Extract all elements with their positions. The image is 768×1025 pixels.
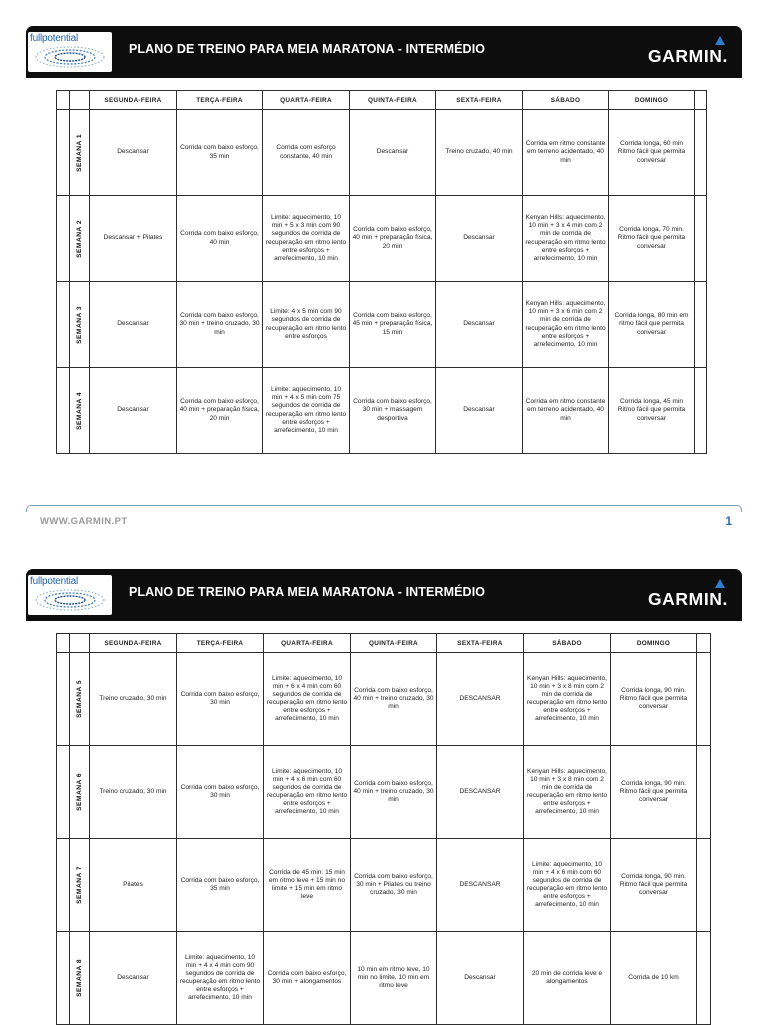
week-label: SEMANA 1 bbox=[76, 133, 83, 172]
footer-divider bbox=[26, 505, 742, 512]
table-row bbox=[57, 282, 707, 368]
day-cell: Treino cruzado, 30 min bbox=[90, 653, 177, 746]
week-label: SEMANA 7 bbox=[76, 866, 83, 904]
table-row bbox=[57, 839, 711, 932]
day-cell: Corrida com baixo esforço, 30 min bbox=[177, 653, 264, 746]
day-cell: Corrida longa, 90 min. Ritmo fácil que permita conversar bbox=[611, 839, 697, 932]
fullpotential-logo bbox=[28, 32, 112, 72]
training-table-page2 bbox=[56, 633, 711, 1025]
col-header: SÁBADO bbox=[523, 91, 609, 110]
day-cell: Limite: aquecimento, 10 min + 6 x 4 min com 60 segundos de corrida de recuperação em ritmo lento entre esforços + arrefecimento, 10 min bbox=[264, 653, 351, 746]
col-header: SEXTA-FEIRA bbox=[436, 91, 523, 110]
table-row bbox=[57, 110, 707, 196]
day-cell: Kenyan Hills: aquecimento, 10 min + 3 x 6 min com 2 min de corrida de recuperação em ritmo lento entre esforços + arrefecimento, 10 min bbox=[523, 282, 609, 368]
fullpotential-logo bbox=[28, 575, 112, 615]
day-cell: Corrida de 45 min: 15 min em ritmo leve + 15 min no limite + 15 min em ritmo leve bbox=[264, 839, 351, 932]
day-cell: Corrida com baixo esforço, 35 min bbox=[177, 110, 263, 196]
garmin-triangle-icon bbox=[715, 579, 725, 588]
day-cell: Limite: 4 x 5 min com 90 segundos de corrida de recuperação em ritmo lento entre esforços bbox=[263, 282, 350, 368]
week-label: SEMANA 6 bbox=[76, 773, 83, 811]
day-cell: 20 min de corrida leve e alongamentos bbox=[524, 932, 611, 1025]
corner-cell bbox=[57, 634, 70, 653]
day-cell: Pilates bbox=[90, 839, 177, 932]
spacer-cell bbox=[697, 932, 711, 1025]
day-cell: Corrida em ritmo constante em terreno acidentado, 40 min bbox=[523, 368, 609, 454]
day-cell: Descansar bbox=[90, 368, 177, 454]
week-label: SEMANA 5 bbox=[76, 680, 83, 718]
logo-text: fullpotential bbox=[30, 576, 78, 587]
week-label-cell bbox=[70, 110, 90, 196]
spacer-cell bbox=[697, 634, 711, 653]
footer-url[interactable]: WWW.GARMIN.PT bbox=[40, 516, 128, 527]
day-cell: Descansar bbox=[90, 282, 177, 368]
spacer-cell bbox=[57, 196, 70, 282]
garmin-logo: GARMIN. bbox=[647, 589, 728, 609]
day-cell: Corrida com baixo esforço, 35 min bbox=[177, 839, 264, 932]
spacer-cell bbox=[695, 110, 707, 196]
col-header: SEGUNDA-FEIRA bbox=[90, 634, 177, 653]
week-label: SEMANA 4 bbox=[76, 391, 83, 430]
day-cell: Corrida com baixo esforço, 40 min + treino cruzado, 30 min bbox=[351, 653, 437, 746]
page-title: PLANO DE TREINO PARA MEIA MARATONA - INTERMÉDIO bbox=[129, 42, 486, 56]
day-cell: Descansar bbox=[436, 368, 523, 454]
week-label-cell bbox=[70, 746, 90, 839]
day-cell: Corrida com baixo esforço, 30 min + treino cruzado, 30 min bbox=[177, 282, 263, 368]
spacer-cell bbox=[697, 653, 711, 746]
day-cell: Corrida longa, 80 min em ritmo fácil que permita conversar bbox=[609, 282, 695, 368]
table-header-row bbox=[57, 91, 707, 110]
col-header: DOMINGO bbox=[609, 91, 695, 110]
day-cell: Corrida longa, 90 min. Ritmo fácil que permita conversar bbox=[611, 746, 697, 839]
day-cell: Corrida com baixo esforço, 30 min + Pilates ou treino cruzado, 30 min bbox=[351, 839, 437, 932]
day-cell: Limite: aquecimento, 10 min + 4 x 5 min com 75 segundos de corrida de recuperação em ritmo lento entre esforços + arrefecimento, 10 min bbox=[263, 368, 350, 454]
day-cell: Corrida de 10 km bbox=[611, 932, 697, 1025]
logo-text: fullpotential bbox=[30, 33, 78, 44]
day-cell: DESCANSAR bbox=[437, 839, 524, 932]
spacer-cell bbox=[57, 282, 70, 368]
day-cell: 10 min em ritmo leve, 10 min no limite, 10 min em ritmo leve bbox=[351, 932, 437, 1025]
day-cell: Descansar bbox=[437, 932, 524, 1025]
corner-cell bbox=[57, 91, 70, 110]
spacer-cell bbox=[695, 282, 707, 368]
spacer-cell bbox=[57, 110, 70, 196]
page-title: PLANO DE TREINO PARA MEIA MARATONA - INTERMÉDIO bbox=[129, 585, 486, 599]
corner-cell bbox=[70, 634, 90, 653]
week-label-cell bbox=[70, 368, 90, 454]
day-cell: Treino cruzado, 30 min bbox=[90, 746, 177, 839]
col-header: TERÇA-FEIRA bbox=[177, 91, 263, 110]
day-cell: Limite: aquecimento, 10 min + 4 x 6 min com 60 segundos de corrida de recuperação em ritmo lento entre esforços + arrefecimento, 10 min bbox=[264, 746, 351, 839]
day-cell: Descansar bbox=[90, 110, 177, 196]
spacer-cell bbox=[57, 746, 70, 839]
page1-footer bbox=[26, 505, 742, 535]
globe-dots-icon bbox=[32, 45, 108, 69]
garmin-logo: GARMIN. bbox=[647, 46, 728, 66]
day-cell: Descansar bbox=[350, 110, 436, 196]
week-label-cell bbox=[70, 653, 90, 746]
page2-header bbox=[26, 569, 742, 621]
week-label-cell bbox=[70, 839, 90, 932]
week-label-cell bbox=[70, 196, 90, 282]
col-header: QUARTA-FEIRA bbox=[264, 634, 351, 653]
day-cell: Corrida longa, 70 min. Ritmo fácil que permita conversar bbox=[609, 196, 695, 282]
col-header: SEXTA-FEIRA bbox=[437, 634, 524, 653]
table-row bbox=[57, 746, 711, 839]
day-cell: Corrida longa, 60 min Ritmo fácil que permita conversar bbox=[609, 110, 695, 196]
day-cell: Corrida com baixo esforço, 30 min + massagem desportiva bbox=[350, 368, 436, 454]
garmin-triangle-icon bbox=[715, 36, 725, 45]
day-cell: Limite: aquecimento, 10 min + 4 x 6 min com 60 segundos de corrida de recuperação em ritmo lento entre esforços + arrefecimento, 10 min bbox=[524, 839, 611, 932]
day-cell: Descansar bbox=[436, 282, 523, 368]
day-cell: Corrida longa, 45 min Ritmo fácil que permita conversar bbox=[609, 368, 695, 454]
table-row bbox=[57, 368, 707, 454]
col-header: SÁBADO bbox=[524, 634, 611, 653]
spacer-cell bbox=[695, 91, 707, 110]
week-label: SEMANA 2 bbox=[76, 219, 83, 258]
spacer-cell bbox=[57, 932, 70, 1025]
day-cell: Descansar bbox=[90, 932, 177, 1025]
col-header: QUARTA-FEIRA bbox=[263, 91, 350, 110]
day-cell: Descansar bbox=[436, 196, 523, 282]
week-label: SEMANA 8 bbox=[76, 959, 83, 997]
table-row bbox=[57, 196, 707, 282]
day-cell: Treino cruzado, 40 min bbox=[436, 110, 523, 196]
table-row bbox=[57, 653, 711, 746]
day-cell: DESCANSAR bbox=[437, 746, 524, 839]
day-cell: Kenyan Hills: aquecimento, 10 min + 3 x 8 min com 2 min de corrida de recuperação em ritmo lento entre esforços + arrefecimento, 10 min bbox=[524, 653, 611, 746]
day-cell: Corrida longa, 90 min. Ritmo fácil que permita conversar bbox=[611, 653, 697, 746]
day-cell: DESCANSAR bbox=[437, 653, 524, 746]
day-cell: Corrida com baixo esforço, 40 min + treino cruzado, 30 min bbox=[351, 746, 437, 839]
day-cell: Corrida em ritmo constante em terreno acidentado, 40 min bbox=[523, 110, 609, 196]
col-header: QUINTA-FEIRA bbox=[350, 91, 436, 110]
day-cell: Corrida com baixo esforço, 30 min bbox=[177, 746, 264, 839]
table-header-row bbox=[57, 634, 711, 653]
page-number: 1 bbox=[725, 514, 732, 528]
col-header: SEGUNDA-FEIRA bbox=[90, 91, 177, 110]
day-cell: Corrida com baixo esforço, 40 min + preparação física, 20 min bbox=[350, 196, 436, 282]
page1-header bbox=[26, 26, 742, 78]
day-cell: Limite: aquecimento, 10 min + 5 x 3 min com 90 segundos de corrida de recuperação em ritmo lento entre esforços + arrefecimento, 10 min bbox=[263, 196, 350, 282]
day-cell: Corrida com baixo esforço, 40 min + preparação física, 20 min bbox=[177, 368, 263, 454]
day-cell: Descansar + Pilates bbox=[90, 196, 177, 282]
spacer-cell bbox=[697, 839, 711, 932]
col-header: DOMINGO bbox=[611, 634, 697, 653]
globe-dots-icon bbox=[32, 588, 108, 612]
day-cell: Corrida com baixo esforço, 45 min + preparação física, 15 min bbox=[350, 282, 436, 368]
spacer-cell bbox=[57, 839, 70, 932]
table-row bbox=[57, 932, 711, 1025]
week-label: SEMANA 3 bbox=[76, 305, 83, 344]
day-cell: Kenyan Hills: aquecimento, 10 min + 3 x 8 min com 2 min de corrida de recuperação em ritmo lento entre esforços + arrefecimento, 10 min bbox=[524, 746, 611, 839]
day-cell: Corrida com baixo esforço, 40 min bbox=[177, 196, 263, 282]
spacer-cell bbox=[57, 368, 70, 454]
week-label-cell bbox=[70, 282, 90, 368]
spacer-cell bbox=[57, 653, 70, 746]
day-cell: Limite: aquecimento, 10 min + 4 x 4 min com 90 segundos de corrida de recuperação em ritmo lento entre esforços + arrefecimento, 10 min bbox=[177, 932, 264, 1025]
day-cell: Corrida com baixo esforço, 30 min + alongamentos bbox=[264, 932, 351, 1025]
spacer-cell bbox=[695, 368, 707, 454]
day-cell: Corrida com esforço constante, 40 min bbox=[263, 110, 350, 196]
week-label-cell bbox=[70, 932, 90, 1025]
training-table-page1 bbox=[56, 90, 707, 454]
spacer-cell bbox=[695, 196, 707, 282]
corner-cell bbox=[70, 91, 90, 110]
col-header: TERÇA-FEIRA bbox=[177, 634, 264, 653]
col-header: QUINTA-FEIRA bbox=[351, 634, 437, 653]
day-cell: Kenyan Hills: aquecimento, 10 min + 3 x 4 min com 2 min de corrida de recuperação em ritmo lento entre esforços + arrefecimento, 10 min bbox=[523, 196, 609, 282]
spacer-cell bbox=[697, 746, 711, 839]
